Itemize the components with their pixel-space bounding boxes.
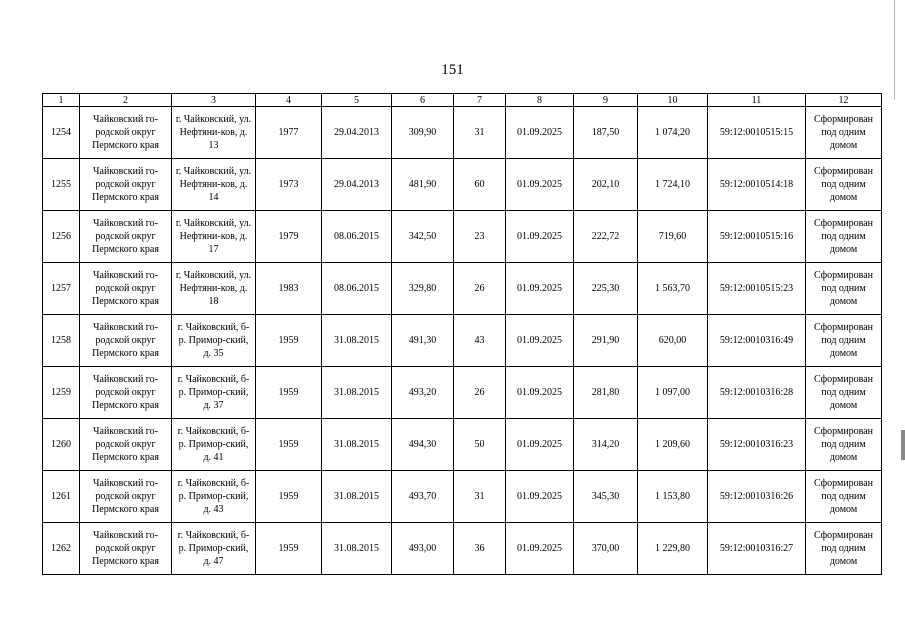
table-row xyxy=(43,159,882,211)
column-header: 7 xyxy=(454,94,506,107)
cadastral-number-cell: 59:12:0010515:16 xyxy=(708,211,806,263)
table-row xyxy=(43,523,882,575)
count-cell: 26 xyxy=(454,367,506,419)
count-cell: 26 xyxy=(454,263,506,315)
municipality-cell: Чайковский го-родской округ Пермского края xyxy=(80,211,172,263)
cadastral-number-cell: 59:12:0010316:49 xyxy=(708,315,806,367)
row-id-cell: 1259 xyxy=(43,367,80,419)
cadastral-number-cell: 59:12:0010316:26 xyxy=(708,471,806,523)
municipality-cell: Чайковский го-родской округ Пермского края xyxy=(80,263,172,315)
planned-date-cell: 01.09.2025 xyxy=(506,263,574,315)
value2-cell: 719,60 xyxy=(638,211,708,263)
column-header: 3 xyxy=(172,94,256,107)
scan-edge-mark xyxy=(901,430,905,460)
note-cell: Сформирован под одним домом xyxy=(806,211,882,263)
table-row xyxy=(43,367,882,419)
cadastral-number-cell: 59:12:0010515:15 xyxy=(708,107,806,159)
count-cell: 50 xyxy=(454,419,506,471)
planned-date-cell: 01.09.2025 xyxy=(506,471,574,523)
table-row xyxy=(43,107,882,159)
note-cell: Сформирован под одним домом xyxy=(806,523,882,575)
value2-cell: 620,00 xyxy=(638,315,708,367)
scan-edge-mark xyxy=(894,0,895,100)
table-body xyxy=(43,107,882,575)
note-cell: Сформирован под одним домом xyxy=(806,263,882,315)
area-cell: 493,00 xyxy=(392,523,454,575)
value1-cell: 345,30 xyxy=(574,471,638,523)
value2-cell: 1 229,80 xyxy=(638,523,708,575)
registration-date-cell: 31.08.2015 xyxy=(322,367,392,419)
page-number: 151 xyxy=(441,62,464,78)
note-cell: Сформирован под одним домом xyxy=(806,471,882,523)
column-header: 1 xyxy=(43,94,80,107)
value2-cell: 1 724,10 xyxy=(638,159,708,211)
row-id-cell: 1255 xyxy=(43,159,80,211)
registration-date-cell: 31.08.2015 xyxy=(322,523,392,575)
note-cell: Сформирован под одним домом xyxy=(806,367,882,419)
address-cell: г. Чайковский, б-р. Примор-ский, д. 37 xyxy=(172,367,256,419)
address-cell: г. Чайковский, б-р. Примор-ский, д. 47 xyxy=(172,523,256,575)
table-row xyxy=(43,211,882,263)
planned-date-cell: 01.09.2025 xyxy=(506,107,574,159)
year-cell: 1959 xyxy=(256,367,322,419)
address-cell: г. Чайковский, б-р. Примор-ский, д. 35 xyxy=(172,315,256,367)
count-cell: 31 xyxy=(454,471,506,523)
municipality-cell: Чайковский го-родской округ Пермского края xyxy=(80,523,172,575)
area-cell: 329,80 xyxy=(392,263,454,315)
year-cell: 1959 xyxy=(256,315,322,367)
registration-date-cell: 29.04.2013 xyxy=(322,159,392,211)
cadastral-number-cell: 59:12:0010316:27 xyxy=(708,523,806,575)
municipality-cell: Чайковский го-родской округ Пермского края xyxy=(80,419,172,471)
area-cell: 342,50 xyxy=(392,211,454,263)
column-header: 2 xyxy=(80,94,172,107)
column-header: 12 xyxy=(806,94,882,107)
year-cell: 1983 xyxy=(256,263,322,315)
column-header: 9 xyxy=(574,94,638,107)
area-cell: 493,70 xyxy=(392,471,454,523)
municipality-cell: Чайковский го-родской округ Пермского края xyxy=(80,107,172,159)
header-row xyxy=(43,94,882,107)
planned-date-cell: 01.09.2025 xyxy=(506,367,574,419)
note-cell: Сформирован под одним домом xyxy=(806,159,882,211)
row-id-cell: 1261 xyxy=(43,471,80,523)
row-id-cell: 1262 xyxy=(43,523,80,575)
value1-cell: 222,72 xyxy=(574,211,638,263)
value2-cell: 1 209,60 xyxy=(638,419,708,471)
planned-date-cell: 01.09.2025 xyxy=(506,523,574,575)
table-row xyxy=(43,315,882,367)
municipality-cell: Чайковский го-родской округ Пермского края xyxy=(80,367,172,419)
address-cell: г. Чайковский, б-р. Примор-ский, д. 41 xyxy=(172,419,256,471)
year-cell: 1959 xyxy=(256,523,322,575)
area-cell: 493,20 xyxy=(392,367,454,419)
row-id-cell: 1254 xyxy=(43,107,80,159)
cadastral-number-cell: 59:12:0010316:23 xyxy=(708,419,806,471)
table-row xyxy=(43,471,882,523)
column-header: 6 xyxy=(392,94,454,107)
registration-date-cell: 08.06.2015 xyxy=(322,263,392,315)
value1-cell: 281,80 xyxy=(574,367,638,419)
address-cell: г. Чайковский, ул. Нефтяни-ков, д. 17 xyxy=(172,211,256,263)
address-cell: г. Чайковский, ул. Нефтяни-ков, д. 14 xyxy=(172,159,256,211)
count-cell: 60 xyxy=(454,159,506,211)
row-id-cell: 1257 xyxy=(43,263,80,315)
municipality-cell: Чайковский го-родской округ Пермского края xyxy=(80,471,172,523)
table-row xyxy=(43,263,882,315)
registration-date-cell: 29.04.2013 xyxy=(322,107,392,159)
municipality-cell: Чайковский го-родской округ Пермского края xyxy=(80,159,172,211)
area-cell: 491,30 xyxy=(392,315,454,367)
row-id-cell: 1260 xyxy=(43,419,80,471)
data-table xyxy=(42,93,882,575)
registration-date-cell: 31.08.2015 xyxy=(322,315,392,367)
address-cell: г. Чайковский, б-р. Примор-ский, д. 43 xyxy=(172,471,256,523)
planned-date-cell: 01.09.2025 xyxy=(506,211,574,263)
count-cell: 23 xyxy=(454,211,506,263)
table-row xyxy=(43,419,882,471)
year-cell: 1959 xyxy=(256,471,322,523)
count-cell: 43 xyxy=(454,315,506,367)
value1-cell: 187,50 xyxy=(574,107,638,159)
value1-cell: 314,20 xyxy=(574,419,638,471)
registration-date-cell: 08.06.2015 xyxy=(322,211,392,263)
value2-cell: 1 074,20 xyxy=(638,107,708,159)
cadastral-number-cell: 59:12:0010316:28 xyxy=(708,367,806,419)
municipality-cell: Чайковский го-родской округ Пермского края xyxy=(80,315,172,367)
year-cell: 1973 xyxy=(256,159,322,211)
note-cell: Сформирован под одним домом xyxy=(806,107,882,159)
registration-date-cell: 31.08.2015 xyxy=(322,419,392,471)
count-cell: 31 xyxy=(454,107,506,159)
row-id-cell: 1258 xyxy=(43,315,80,367)
address-cell: г. Чайковский, ул. Нефтяни-ков, д. 18 xyxy=(172,263,256,315)
value1-cell: 202,10 xyxy=(574,159,638,211)
area-cell: 494,30 xyxy=(392,419,454,471)
cadastral-number-cell: 59:12:0010515:23 xyxy=(708,263,806,315)
planned-date-cell: 01.09.2025 xyxy=(506,419,574,471)
value1-cell: 370,00 xyxy=(574,523,638,575)
column-header: 5 xyxy=(322,94,392,107)
address-cell: г. Чайковский, ул. Нефтяни-ков, д. 13 xyxy=(172,107,256,159)
column-header: 11 xyxy=(708,94,806,107)
year-cell: 1977 xyxy=(256,107,322,159)
column-header: 10 xyxy=(638,94,708,107)
value1-cell: 225,30 xyxy=(574,263,638,315)
area-cell: 481,90 xyxy=(392,159,454,211)
column-header: 8 xyxy=(506,94,574,107)
value1-cell: 291,90 xyxy=(574,315,638,367)
registration-date-cell: 31.08.2015 xyxy=(322,471,392,523)
count-cell: 36 xyxy=(454,523,506,575)
area-cell: 309,90 xyxy=(392,107,454,159)
column-header: 4 xyxy=(256,94,322,107)
row-id-cell: 1256 xyxy=(43,211,80,263)
note-cell: Сформирован под одним домом xyxy=(806,315,882,367)
year-cell: 1979 xyxy=(256,211,322,263)
planned-date-cell: 01.09.2025 xyxy=(506,159,574,211)
cadastral-number-cell: 59:12:0010514:18 xyxy=(708,159,806,211)
value2-cell: 1 563,70 xyxy=(638,263,708,315)
planned-date-cell: 01.09.2025 xyxy=(506,315,574,367)
year-cell: 1959 xyxy=(256,419,322,471)
value2-cell: 1 097,00 xyxy=(638,367,708,419)
note-cell: Сформирован под одним домом xyxy=(806,419,882,471)
value2-cell: 1 153,80 xyxy=(638,471,708,523)
